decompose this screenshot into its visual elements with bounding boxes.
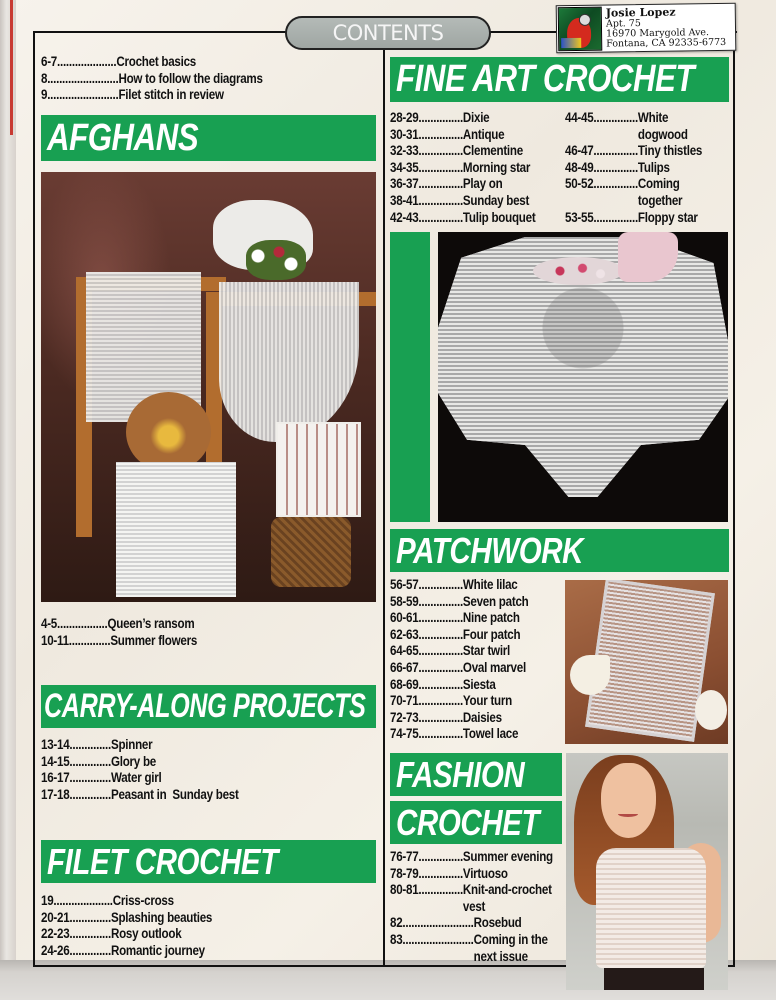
- leader-dots: ...............: [418, 593, 463, 609]
- leader-dots: ...............: [418, 610, 463, 626]
- toc-entry[interactable]: [565, 210, 702, 227]
- page-number: 4-5: [41, 616, 58, 631]
- heading-text: PATCHWORK: [396, 529, 584, 571]
- toc-entry[interactable]: [390, 176, 535, 193]
- page-number: 48-49: [565, 159, 594, 175]
- heading-text: FASHION: [396, 753, 525, 795]
- toc-entry[interactable]: [41, 893, 212, 910]
- page-number: 66-67: [390, 659, 419, 675]
- leader-dots: ..............: [68, 632, 111, 648]
- page-spine: [0, 0, 16, 960]
- entry-title: Your turn: [462, 693, 512, 709]
- entry-title: Rosebud: [473, 915, 522, 931]
- page-number: 58-59: [390, 593, 419, 609]
- heading-text: AFGHANS: [47, 116, 199, 159]
- entry-title: White lilac: [462, 577, 518, 592]
- page-number: 50-52: [565, 176, 594, 192]
- page-number: 6-7: [41, 54, 58, 69]
- entry-title-line1: Coming in the: [473, 931, 548, 947]
- toc-entry[interactable]: [390, 643, 528, 660]
- toc-entry[interactable]: [390, 160, 535, 177]
- address-name: Josie Lopez: [605, 5, 676, 20]
- entry-title: Filet stitch in review: [118, 87, 224, 103]
- address-block: [606, 4, 727, 52]
- afghans-list: [41, 616, 197, 649]
- section-heading-fashion: [390, 753, 562, 796]
- address-label: [556, 3, 737, 54]
- entry-title: Virtuoso: [462, 865, 508, 881]
- section-heading-afghans: [41, 115, 376, 161]
- toc-entry[interactable]: [565, 110, 702, 143]
- afghans-photo: [41, 172, 376, 602]
- leader-dots: ...............: [418, 659, 463, 675]
- page-number: 24-26: [41, 942, 70, 958]
- toc-entry[interactable]: [41, 87, 263, 104]
- page-number: 28-29: [390, 110, 419, 125]
- page-number: 60-61: [390, 610, 419, 626]
- leader-dots: ...............: [593, 159, 638, 175]
- leader-dots: ...............: [418, 643, 463, 659]
- carry-along-list: [41, 737, 239, 803]
- entry-title: Morning star: [462, 159, 531, 175]
- page-number: 83: [390, 931, 403, 947]
- leader-dots: ...............: [593, 209, 638, 225]
- toc-entry[interactable]: [41, 71, 263, 88]
- leader-dots: ...............: [418, 192, 463, 208]
- leader-dots: ...............: [418, 126, 463, 142]
- toc-entry[interactable]: [41, 910, 212, 927]
- page-number: 53-55: [565, 209, 594, 225]
- entry-title: Summer flowers: [110, 632, 198, 648]
- entry-title: Tulip bouquet: [462, 209, 536, 225]
- page-number: 10-11: [41, 632, 69, 648]
- page-number: 32-33: [390, 143, 419, 159]
- leader-dots: ...............: [418, 176, 463, 192]
- toc-entry[interactable]: [41, 54, 263, 71]
- entry-title: Floppy star: [637, 209, 698, 225]
- toc-entry[interactable]: [390, 849, 553, 866]
- leader-dots: ........................: [47, 87, 119, 103]
- page-number: 80-81: [390, 882, 419, 898]
- entry-title-line2: together: [637, 192, 683, 208]
- toc-entry[interactable]: [390, 193, 535, 210]
- page-number: 8: [41, 70, 48, 86]
- filet-crochet-list: [41, 893, 212, 959]
- page-number: 20-21: [41, 909, 70, 925]
- page-number: 62-63: [390, 626, 419, 642]
- entry-title: Splashing beauties: [110, 909, 213, 925]
- entry-title-line1: Coming: [637, 176, 680, 192]
- toc-entry[interactable]: [41, 737, 239, 754]
- entry-title: Dixie: [462, 110, 490, 125]
- leader-dots: ...............: [418, 693, 463, 709]
- entry-title: Romantic journey: [110, 942, 205, 958]
- leader-dots: ...............: [418, 626, 463, 642]
- page-number: 36-37: [390, 176, 419, 192]
- entry-title: Daisies: [462, 709, 502, 725]
- leader-dots: ...............: [418, 726, 463, 742]
- toc-entry[interactable]: [41, 616, 197, 633]
- page-number: 16-17: [41, 770, 70, 786]
- entry-title: Summer evening: [462, 849, 553, 864]
- page-number: 76-77: [390, 849, 419, 864]
- entry-title: Towel lace: [462, 726, 519, 742]
- entry-title: Nine patch: [462, 610, 520, 626]
- entry-title: Tulips: [637, 159, 670, 175]
- page-number: 64-65: [390, 643, 419, 659]
- toc-entry[interactable]: [390, 882, 553, 915]
- entry-title: [474, 932, 548, 965]
- entry-title: Four patch: [462, 626, 521, 642]
- toc-entry[interactable]: [390, 110, 535, 127]
- leader-dots: ..............: [69, 786, 111, 802]
- toc-entry[interactable]: [390, 577, 528, 594]
- intro-list: [41, 54, 263, 104]
- section-heading-carry-along: [41, 685, 376, 728]
- entry-title-line2: next issue: [473, 948, 528, 964]
- entry-title: Star twirl: [462, 643, 511, 659]
- section-heading-fine-art-crochet: [390, 57, 729, 102]
- toc-entry[interactable]: [41, 926, 212, 943]
- toc-entry[interactable]: [390, 726, 528, 743]
- entry-title: How to follow the diagrams: [118, 70, 263, 86]
- toc-entry[interactable]: [390, 594, 528, 611]
- entry-title: Play on: [462, 176, 503, 192]
- entry-title: Criss-cross: [112, 893, 174, 908]
- toc-entry[interactable]: [565, 176, 702, 209]
- toc-entry[interactable]: [390, 127, 535, 144]
- toc-entry[interactable]: [41, 787, 239, 804]
- toc-entry[interactable]: [41, 754, 239, 771]
- entry-title: Peasant in Sunday best: [110, 786, 239, 802]
- page-number: 74-75: [390, 726, 419, 742]
- leader-dots: ...............: [593, 176, 638, 192]
- leader-dots: ...............: [418, 143, 463, 159]
- page-number: 70-71: [390, 693, 419, 709]
- toc-entry[interactable]: [390, 660, 528, 677]
- page-number: 46-47: [565, 143, 594, 159]
- toc-entry[interactable]: [565, 143, 702, 160]
- leader-dots: ..............: [69, 753, 111, 769]
- leader-dots: ...............: [418, 577, 463, 592]
- page-number: 34-35: [390, 159, 419, 175]
- entry-title: [638, 110, 688, 143]
- page-number: 56-57: [390, 577, 419, 592]
- entry-title-line1: Knit-and-crochet: [462, 882, 552, 898]
- entry-title: Oval marvel: [462, 659, 526, 675]
- toc-entry[interactable]: [390, 866, 553, 883]
- leader-dots: ...............: [418, 849, 463, 864]
- leader-dots: ..............: [69, 770, 111, 786]
- toc-entry[interactable]: [390, 610, 528, 627]
- leader-dots: ...............: [593, 110, 638, 125]
- section-heading-patchwork: [390, 529, 729, 572]
- patchwork-list: [390, 577, 528, 743]
- page-number: 9: [41, 87, 48, 103]
- fashion-model-photo: [566, 753, 728, 990]
- heading-text: CROCHET: [396, 801, 540, 843]
- toc-entry[interactable]: [390, 677, 528, 694]
- leader-dots: ..............: [69, 942, 111, 958]
- entry-title: Clementine: [462, 143, 523, 159]
- leader-dots: ........................: [47, 70, 119, 86]
- leader-dots: ...............: [418, 110, 463, 125]
- entry-title: Seven patch: [462, 593, 529, 609]
- entry-title: Tiny thistles: [637, 143, 703, 159]
- page-number: 82: [390, 915, 403, 931]
- leader-dots: .................: [57, 616, 108, 631]
- toc-entry[interactable]: [41, 633, 197, 650]
- section-heading-crochet: [390, 801, 562, 844]
- page-number: 14-15: [41, 753, 70, 769]
- page-number: 13-14: [41, 737, 70, 752]
- entry-title-line1: White: [637, 110, 669, 125]
- entry-title-line2: vest: [462, 898, 486, 914]
- toc-entry[interactable]: [565, 160, 702, 177]
- heading-text: FINE ART CROCHET: [396, 58, 695, 100]
- entry-title: Water girl: [110, 770, 162, 786]
- heading-text: CARRY-ALONG PROJECTS: [44, 687, 366, 725]
- toc-entry[interactable]: [390, 693, 528, 710]
- section-heading-filet-crochet: [41, 840, 376, 883]
- leader-dots: ........................: [402, 931, 474, 947]
- fashion-list: [390, 849, 553, 965]
- contents-title: CONTENTS: [285, 16, 491, 50]
- toc-entry[interactable]: [41, 943, 212, 960]
- toc-entry[interactable]: [41, 770, 239, 787]
- column-divider: [383, 33, 385, 965]
- leader-dots: ...............: [418, 209, 463, 225]
- heading-text: FILET CROCHET: [47, 840, 278, 882]
- frame-top-rule-left: [33, 31, 287, 33]
- toc-entry[interactable]: [390, 710, 528, 727]
- fine-art-tablecloth-photo: [438, 232, 728, 522]
- frame-top-rule-right: [490, 31, 556, 33]
- page-number: 72-73: [390, 709, 419, 725]
- address-line2: 16970 Marygold Ave.: [606, 27, 710, 40]
- toc-entry[interactable]: [390, 627, 528, 644]
- parrot-icon: [558, 7, 603, 52]
- entry-title: Spinner: [110, 737, 153, 752]
- entry-title: [638, 176, 682, 209]
- entry-title: Rosy outlook: [110, 926, 182, 942]
- page-number: 68-69: [390, 676, 419, 692]
- page-number: 30-31: [390, 126, 419, 142]
- entry-title: [463, 882, 552, 915]
- toc-entry[interactable]: [390, 915, 553, 932]
- page-number: 19: [41, 893, 54, 908]
- fine-art-list-col1: [390, 110, 535, 226]
- leader-dots: ....................: [57, 54, 117, 69]
- entry-title: Siesta: [462, 676, 496, 692]
- page-number: 42-43: [390, 209, 419, 225]
- leader-dots: ........................: [402, 915, 474, 931]
- leader-dots: ...............: [418, 159, 463, 175]
- leader-dots: ...............: [593, 143, 638, 159]
- entry-title: Crochet basics: [116, 54, 197, 69]
- leader-dots: ...............: [418, 676, 463, 692]
- toc-entry[interactable]: [390, 210, 535, 227]
- leader-dots: ..............: [69, 926, 111, 942]
- toc-entry[interactable]: [390, 143, 535, 160]
- leader-dots: ....................: [53, 893, 113, 908]
- address-line3: Fontana, CA 92335-6773: [606, 36, 727, 50]
- page-number: 22-23: [41, 926, 70, 942]
- leader-dots: ..............: [69, 737, 111, 752]
- address-line1: Apt. 75: [605, 18, 641, 30]
- page-number: 38-41: [390, 192, 419, 208]
- page-number: 44-45: [565, 110, 594, 125]
- spine-red-stripe: [10, 0, 13, 135]
- patchwork-runner-photo: [565, 580, 728, 744]
- leader-dots: ...............: [418, 865, 463, 881]
- fine-art-list-col2: [565, 110, 702, 226]
- leader-dots: ...............: [418, 882, 463, 898]
- page-number: 78-79: [390, 865, 419, 881]
- entry-title: Glory be: [110, 753, 156, 769]
- entry-title: Antique: [462, 126, 505, 142]
- leader-dots: ..............: [69, 909, 111, 925]
- entry-title: Sunday best: [462, 192, 530, 208]
- toc-entry[interactable]: [390, 932, 553, 965]
- entry-title-line2: dogwood: [637, 126, 688, 142]
- entry-title: Queen’s ransom: [107, 616, 195, 631]
- page-number: 17-18: [41, 786, 70, 802]
- leader-dots: ...............: [418, 709, 463, 725]
- green-accent-bar: [390, 232, 430, 522]
